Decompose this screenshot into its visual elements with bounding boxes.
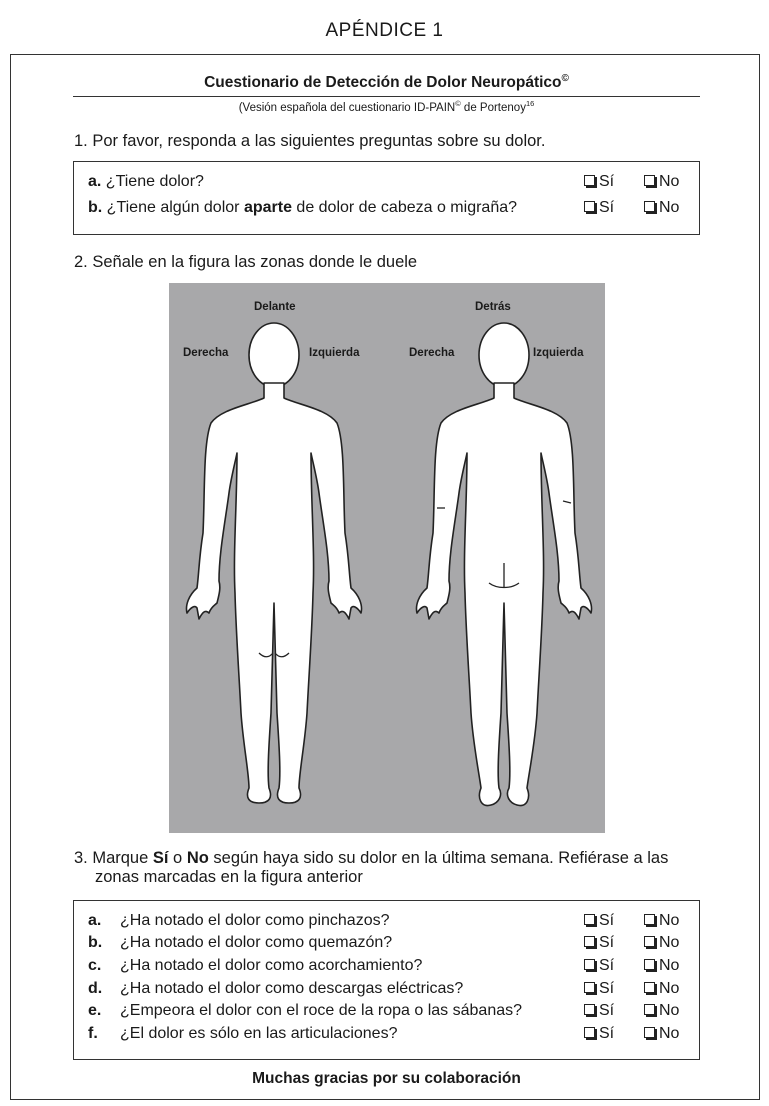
question-3d-yes-checkbox[interactable]: Sí xyxy=(584,980,614,998)
checkbox-icon xyxy=(644,1004,655,1015)
question-3e: e. ¿Empeora el dolor con el roce de la ropa o las sábanas? xyxy=(88,1002,523,1019)
question-3a: a. ¿Ha notado el dolor como pinchazos? xyxy=(88,912,390,929)
question-3c: c. ¿Ha notado el dolor como acorchamiento? xyxy=(88,957,423,974)
checkbox-icon xyxy=(644,959,655,970)
question-2-text: 2. Señale en la figura las zonas donde le duele xyxy=(74,253,418,271)
back-left-label: Izquierda xyxy=(533,347,584,359)
question-3c-yes-checkbox[interactable]: Sí xyxy=(584,957,614,975)
questionnaire-form xyxy=(10,54,760,1100)
question-3b: b. ¿Ha notado el dolor como quemazón? xyxy=(88,934,393,951)
question-1b-no-checkbox[interactable]: No xyxy=(644,199,679,217)
checkbox-icon xyxy=(584,175,595,186)
front-right-label: Derecha xyxy=(183,347,229,359)
checkbox-icon xyxy=(644,982,655,993)
front-label: Delante xyxy=(254,301,296,313)
thanks-message: Muchas gracias por su colaboración xyxy=(252,1070,521,1087)
back-right-label: Derecha xyxy=(409,347,455,359)
question-1b-yes-checkbox[interactable]: Sí xyxy=(584,199,614,217)
question-3d: d. ¿Ha notado el dolor como descargas eléctricas? xyxy=(88,980,464,997)
checkbox-icon xyxy=(584,201,595,212)
question-1-text: 1. Por favor, responda a las siguientes preguntas sobre su dolor. xyxy=(74,132,546,150)
front-left-label: Izquierda xyxy=(309,347,360,359)
checkbox-icon xyxy=(644,936,655,947)
question-3b-no-checkbox[interactable]: No xyxy=(644,934,679,952)
checkbox-icon xyxy=(584,914,595,925)
question-3e-yes-checkbox[interactable]: Sí xyxy=(584,1002,614,1020)
question-3f-yes-checkbox[interactable]: Sí xyxy=(584,1025,614,1043)
question-3-text: 3. Marque Sí o No según haya sido su dolor en la última semana. Refiérase a las xyxy=(74,849,669,867)
form-title: Cuestionario de Detección de Dolor Neuropático© xyxy=(204,72,569,91)
checkbox-icon xyxy=(584,936,595,947)
question-3c-no-checkbox[interactable]: No xyxy=(644,957,679,975)
checkbox-icon xyxy=(644,1027,655,1038)
question-3e-no-checkbox[interactable]: No xyxy=(644,1002,679,1020)
checkbox-icon xyxy=(644,914,655,925)
question-1b: b. ¿Tiene algún dolor aparte de dolor de cabeza o migraña? xyxy=(88,199,518,216)
title-divider xyxy=(73,96,700,97)
question-3f-no-checkbox[interactable]: No xyxy=(644,1025,679,1043)
checkbox-icon xyxy=(584,1027,595,1038)
question-3f: f. ¿El dolor es sólo en las articulaciones? xyxy=(88,1025,398,1042)
question-3-text-line2: zonas marcadas en la figura anterior xyxy=(95,868,363,886)
question-1a-no-checkbox[interactable]: No xyxy=(644,173,679,191)
checkbox-icon xyxy=(644,201,655,212)
question-3b-yes-checkbox[interactable]: Sí xyxy=(584,934,614,952)
front-body-figure xyxy=(186,323,361,803)
question-1a-yes-checkbox[interactable]: Sí xyxy=(584,173,614,191)
body-diagram[interactable] xyxy=(169,283,605,833)
question-3a-no-checkbox[interactable]: No xyxy=(644,912,679,930)
checkbox-icon xyxy=(584,1004,595,1015)
back-label: Detrás xyxy=(475,301,511,313)
checkbox-icon xyxy=(584,982,595,993)
checkbox-icon xyxy=(584,959,595,970)
body-outline-figures xyxy=(169,283,605,833)
checkbox-icon xyxy=(644,175,655,186)
question-3-box xyxy=(73,900,700,1060)
appendix-title: APÉNDICE 1 xyxy=(325,20,444,41)
question-1-box xyxy=(73,161,700,235)
question-1a: a. ¿Tiene dolor? xyxy=(88,173,204,190)
form-subtitle: (Vesión española del cuestionario ID-PAIN© de Portenoy$^{16}$ xyxy=(238,99,535,114)
question-3a-yes-checkbox[interactable]: Sí xyxy=(584,912,614,930)
question-3d-no-checkbox[interactable]: No xyxy=(644,980,679,998)
